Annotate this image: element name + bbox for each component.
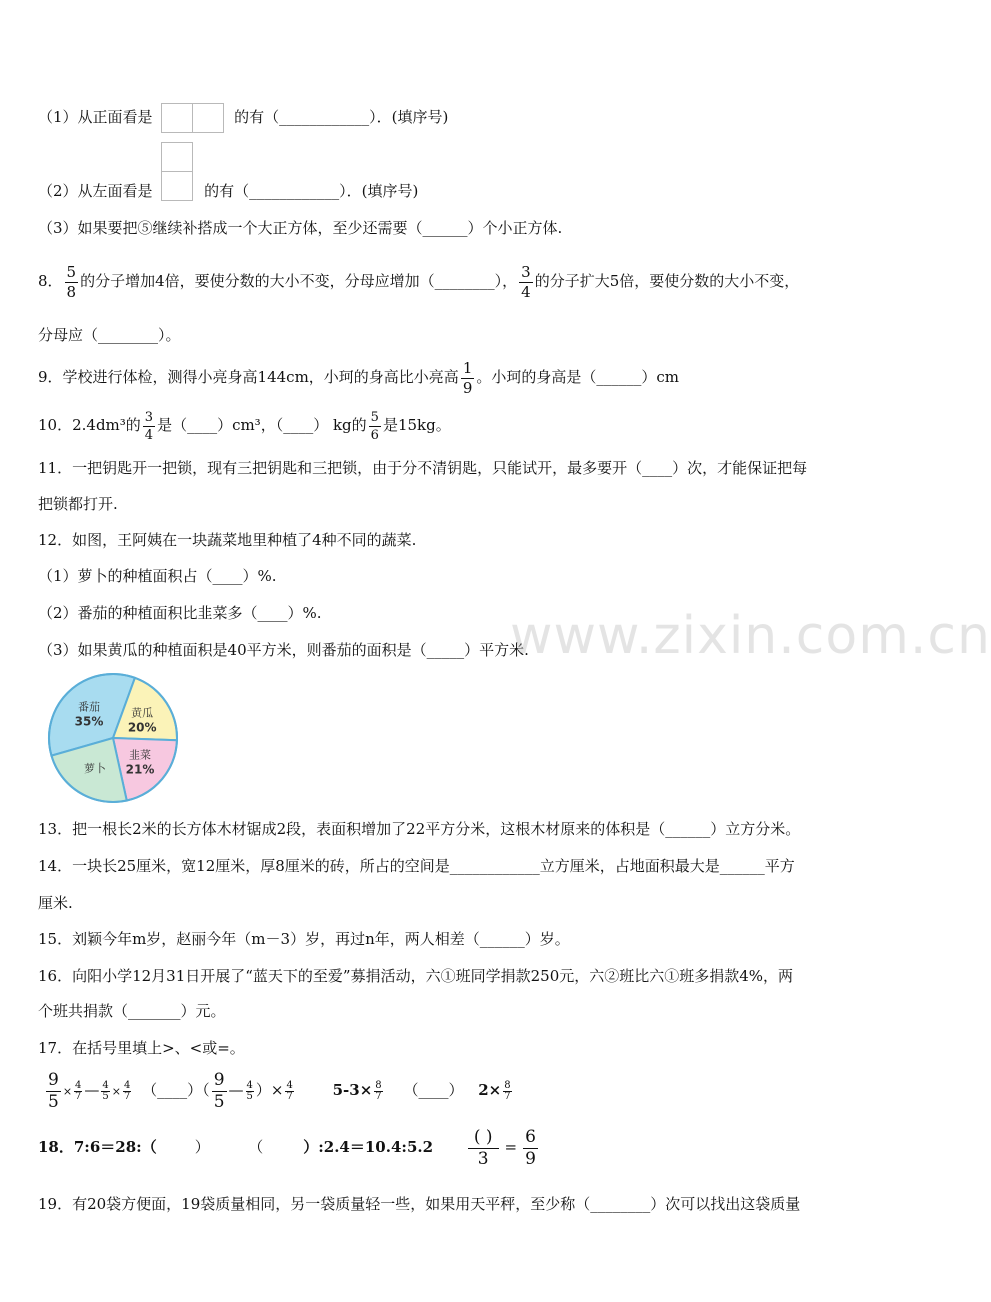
q17-expressions <box>44 1068 514 1114</box>
q10-part-a: 10．2.4dm³的 <box>38 416 141 434</box>
q8-f1-numerator: 5 <box>66 262 77 281</box>
q17-minus: — <box>84 1081 100 1099</box>
q17-e1d-d: 7 <box>124 1090 131 1102</box>
pie-label-1: 黄瓜 <box>131 706 154 720</box>
q7-part2 <box>38 162 418 222</box>
q17-times: × <box>62 1085 73 1098</box>
q8-fraction-1 <box>65 262 79 301</box>
question-15: 15．刘颖今年m岁，赵丽今年（m－3）岁，再过n年，两人相差（______）岁。 <box>38 930 570 948</box>
q17-e2c-n: 4 <box>286 1079 293 1091</box>
q12-part2: （2）番茄的种植面积比韭菜多（____）%. <box>38 604 322 622</box>
q8-f2-numerator: 3 <box>521 262 531 281</box>
q10-fraction-1 <box>143 411 155 442</box>
q12-part3: （3）如果黄瓜的种植面积是40平方米，则番茄的面积是（_____）平方米. <box>38 641 529 659</box>
question-19: 19．有20袋方便面，19袋质量相同，另一袋质量轻一些，如果用天平秤，至少称（________）次可以找出这袋质量 <box>38 1195 801 1213</box>
q17-e3f-d: 7 <box>375 1090 382 1102</box>
q17-e1d-n: 4 <box>124 1079 131 1091</box>
q17-e1-fraction-d <box>123 1081 131 1102</box>
q17-e2a-d: 5 <box>213 1091 225 1112</box>
front-view-figure <box>161 103 225 133</box>
q7-part1-end: ）．(填序号) <box>369 108 449 126</box>
q17-e4-fraction <box>503 1081 511 1102</box>
q18-fraction-blank <box>468 1126 499 1169</box>
q7-part1-suffix: 的有（ <box>234 108 280 126</box>
q17-e1b-d: 7 <box>75 1090 82 1102</box>
q8-fraction-2 <box>519 262 533 301</box>
q8-line-2: 分母应（________）。 <box>38 326 181 344</box>
q18-f-d: 9 <box>525 1148 536 1169</box>
q18-equals: = <box>504 1138 518 1156</box>
q9-fraction <box>461 358 475 397</box>
q8-text-2: 的分子扩大5倍，要使分数的大小不变， <box>534 272 800 290</box>
q18-f-n: 6 <box>525 1126 536 1147</box>
q18-fraction <box>523 1126 538 1169</box>
q17-close: ）× <box>255 1081 284 1099</box>
q17-blank-2[interactable]: （____） <box>403 1081 464 1099</box>
pie-label-3: 萝卜 <box>83 762 106 776</box>
q17-e2-fraction-b <box>246 1081 254 1102</box>
q17-e4f-d: 7 <box>504 1090 511 1102</box>
q17-intro: 17．在括号里填上>、<或=。 <box>38 1039 245 1057</box>
q16-line-2: 个班共捐款（_______）元。 <box>38 1002 226 1020</box>
q9-text: 9．学校进行体检，测得小亮身高144cm，小珂的身高比小亮高 <box>38 368 459 386</box>
pie-value-0: 35% <box>74 714 104 729</box>
q10-f1-numerator: 3 <box>144 409 154 425</box>
q10-fraction-2 <box>369 411 381 442</box>
q11-line-2: 把锁都打开. <box>38 495 118 513</box>
q18-blank-numerator[interactable]: ( ) <box>468 1129 499 1149</box>
q12-part1: （1）萝卜的种植面积占（____）%. <box>38 567 277 585</box>
q7-part2-suffix: 的有（ <box>204 182 250 200</box>
q17-e1a-n: 9 <box>48 1069 59 1090</box>
q17-minus: — <box>228 1081 244 1099</box>
q16-line-1: 16．向阳小学12月31日开展了“蓝天下的至爱”募捐活动，六①班同学捐款250元，六②班比六①班多捐款4%，两 <box>38 967 794 985</box>
q17-e2c-d: 7 <box>286 1090 293 1102</box>
q18-part-c[interactable]: （ <box>255 1138 264 1156</box>
q18-part-b[interactable]: ） <box>194 1138 210 1156</box>
q17-e2b-d: 5 <box>246 1090 253 1102</box>
pie-label-2: 韭菜 <box>129 748 152 762</box>
q10-part-b: 是（____）cm³，（____） kg的 <box>157 416 367 434</box>
q7-part1-blank[interactable]: ____________ <box>279 108 370 126</box>
q7-part2-end: ）．(填序号) <box>339 182 419 200</box>
q17-e1-fraction-a <box>46 1069 61 1112</box>
question-10 <box>38 408 451 442</box>
q14-line-1: 14．一块长25厘米，宽12厘米，厚8厘米的砖，所占的空间是____________立方厘米，占地面积最大是______平方 <box>38 857 795 875</box>
q17-e4f-n: 8 <box>504 1079 511 1091</box>
q7-part2-blank[interactable]: ____________ <box>249 182 340 200</box>
q18-part-d: ）:2.4＝10.4:5.2 <box>303 1138 434 1156</box>
vegetable-pie-chart <box>45 670 185 810</box>
q17-e3f-n: 8 <box>375 1079 382 1091</box>
q17-e3-fraction <box>374 1081 382 1102</box>
q10-f2-numerator: 5 <box>370 409 379 425</box>
q11-line-1: 11．一把钥匙开一把锁，现有三把钥匙和三把锁，由于分不清钥匙，只能试开，最多要开（____）次，才能保证把每 <box>38 459 808 477</box>
q17-e1c-d: 5 <box>102 1090 109 1102</box>
q12-intro: 12．如图，王阿姨在一块蔬菜地里种植了4种不同的蔬菜. <box>38 531 417 549</box>
q14-line-2: 厘米. <box>38 894 73 912</box>
left-view-figure <box>161 162 195 222</box>
q17-e1-fraction-b <box>74 1081 82 1102</box>
q18-blank-denominator: 3 <box>477 1148 489 1169</box>
q17-times: × <box>111 1085 122 1098</box>
q8-text-1: 的分子增加4倍，要使分数的大小不变，分母应增加（________）， <box>80 272 518 290</box>
pie-value-2: 21% <box>125 762 155 777</box>
pie-label-0: 番茄 <box>77 700 100 714</box>
question-18 <box>38 1124 540 1170</box>
q17-e1b-n: 4 <box>75 1079 82 1091</box>
pie-value-1: 20% <box>127 720 157 735</box>
q17-e2-fraction-a <box>212 1069 227 1112</box>
q10-part-c: 是15kg。 <box>382 416 451 434</box>
q10-f2-denominator: 6 <box>370 427 379 443</box>
q9-f-numerator: 1 <box>462 358 473 377</box>
q7-part3: （3）如果要把⑤继续补搭成一个大正方体，至少还需要（______）个小正方体. <box>38 219 563 237</box>
question-9 <box>38 358 679 396</box>
q17-expr-4: 2× <box>478 1081 502 1099</box>
q17-e1a-d: 5 <box>48 1091 59 1112</box>
q8-f2-denominator: 4 <box>521 282 531 301</box>
q17-e2b-n: 4 <box>246 1079 253 1091</box>
q10-f1-denominator: 4 <box>144 427 154 443</box>
q17-expr-3: 5-3× <box>332 1081 373 1099</box>
question-13: 13．把一根长2米的长方体木材锯成2段，表面积增加了22平方分米，这根木材原来的体积是（______）立方分米。 <box>38 820 801 838</box>
q18-part-a: 18．7:6＝28:（ <box>38 1138 157 1156</box>
q8-f1-denominator: 8 <box>66 282 77 301</box>
watermark: www.zixin.com.cn <box>510 606 991 666</box>
q7-part2-prefix: （2）从左面看是 <box>38 182 153 200</box>
q17-e1-fraction-c <box>101 1081 109 1102</box>
q8-number: 8． <box>38 272 63 290</box>
q7-part1 <box>38 103 448 133</box>
q17-e1c-n: 4 <box>102 1079 109 1091</box>
q9-f-denominator: 9 <box>462 378 473 397</box>
q7-part1-prefix: （1）从正面看是 <box>38 108 153 126</box>
question-8 <box>38 262 799 300</box>
q9-end: 。小珂的身高是（______）cm <box>476 368 679 386</box>
q17-e2a-n: 9 <box>213 1069 225 1090</box>
q17-blank-1[interactable]: （____）（ <box>142 1081 210 1099</box>
q17-e2-fraction-c <box>285 1081 293 1102</box>
